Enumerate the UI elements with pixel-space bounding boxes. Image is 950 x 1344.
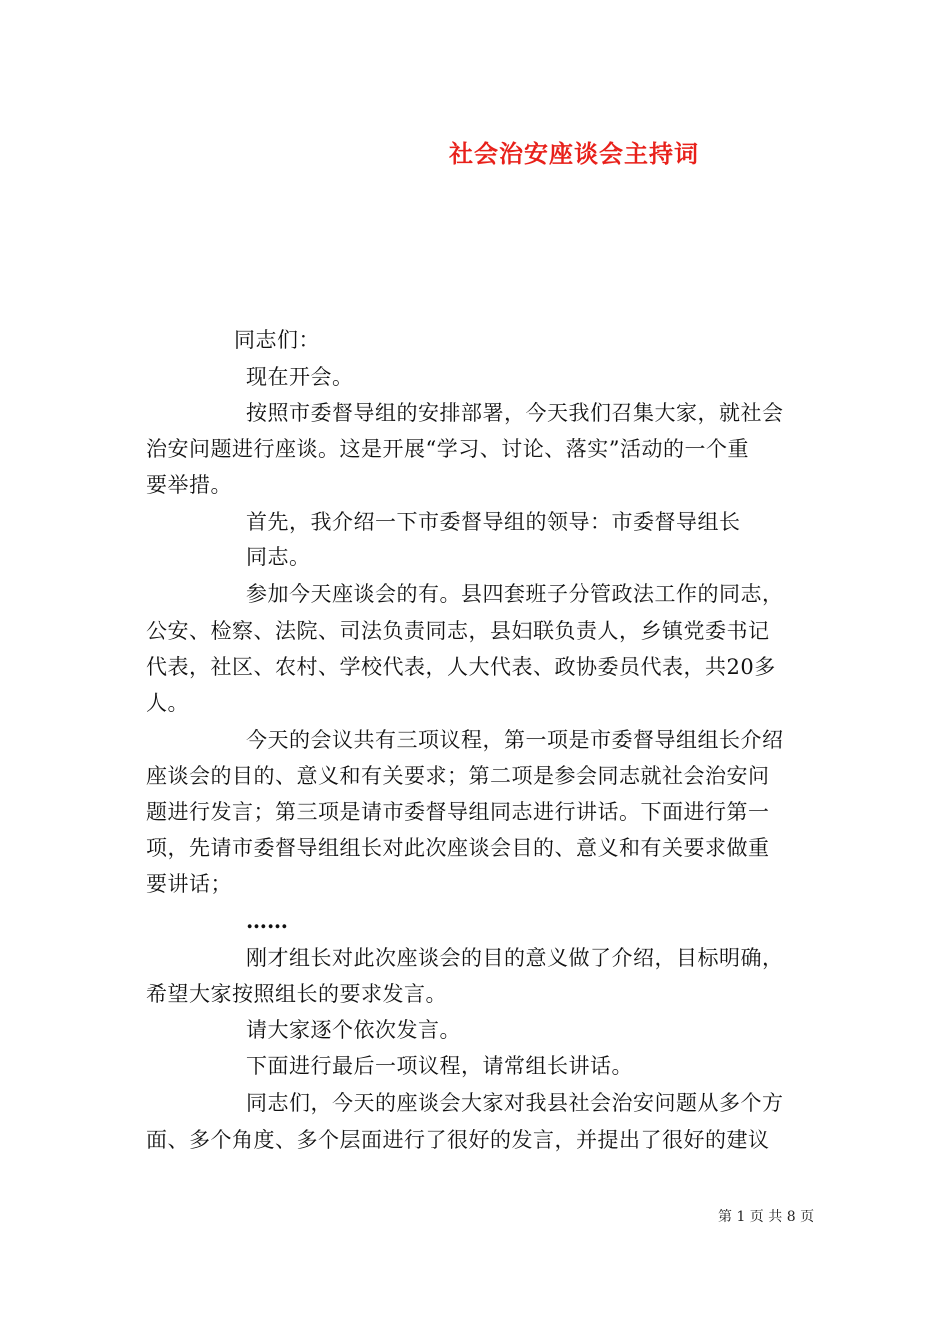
paragraph-line: 题进行发言；第三项是请市委督导组同志进行讲话。下面进行第一 [146, 800, 770, 824]
paragraph-line: 参加今天座谈会的有。县四套班子分管政法工作的同志， [246, 582, 784, 606]
paragraph-line: 要讲话； [146, 872, 232, 896]
paragraph-line: 今天的会议共有三项议程，第一项是市委督导组组长介绍 [246, 728, 784, 752]
page-number-footer: 第 1 页 共 8 页 [718, 1209, 815, 1225]
document-title: 社会治安座谈会主持词 [449, 139, 699, 168]
paragraph-line: 刚才组长对此次座谈会的目的意义做了介绍，目标明确， [246, 946, 784, 970]
paragraph-line: 同志。 [246, 545, 311, 569]
paragraph-line: 公安、检察、法院、司法负责同志，县妇联负责人，乡镇党委书记 [146, 619, 770, 643]
paragraph-line: 人。 [146, 691, 189, 715]
paragraph-line: 请大家逐个依次发言。 [246, 1018, 461, 1042]
paragraph-line: 希望大家按照组长的要求发言。 [146, 982, 447, 1006]
ellipsis-line: …… [246, 908, 288, 933]
paragraph-line: 现在开会。 [246, 365, 354, 389]
paragraph-line: 代表，社区、农村、学校代表，人大代表、政协委员代表，共20多 [146, 655, 776, 679]
paragraph-line: 面、多个角度、多个层面进行了很好的发言，并提出了很好的建议 [146, 1128, 770, 1152]
paragraph-line: 下面进行最后一项议程，请常组长讲话。 [246, 1054, 633, 1078]
paragraph-line: 项，先请市委督导组组长对此次座谈会目的、意义和有关要求做重 [146, 836, 770, 860]
paragraph-line: 按照市委督导组的安排部署，今天我们召集大家，就社会 [246, 401, 784, 425]
paragraph-line: 首先，我介绍一下市委督导组的领导：市委督导组长 [246, 510, 741, 534]
salutation: 同志们： [234, 328, 320, 352]
paragraph-line: 同志们，今天的座谈会大家对我县社会治安问题从多个方 [246, 1091, 784, 1115]
paragraph-line: 治安问题进行座谈。这是开展“学习、讨论、落实”活动的一个重 [146, 437, 749, 461]
paragraph-line: 座谈会的目的、意义和有关要求；第二项是参会同志就社会治安问 [146, 764, 770, 788]
paragraph-line: 要举措。 [146, 473, 232, 497]
